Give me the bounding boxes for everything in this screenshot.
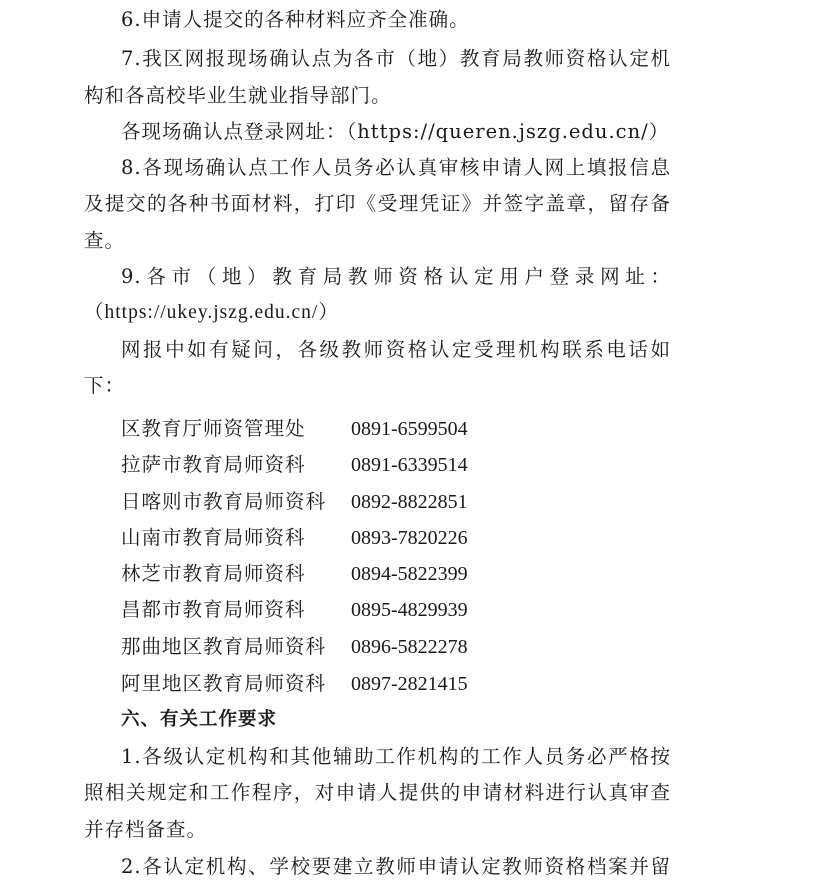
contact-row xyxy=(121,633,468,661)
contact-row xyxy=(121,488,468,516)
section-heading: 六、有关工作要求 xyxy=(121,709,278,730)
contact-org: 山南市教育局师资科 xyxy=(121,526,306,549)
contact-row xyxy=(121,560,468,588)
contact-org: 日喀则市教育局师资科 xyxy=(121,490,327,513)
contact-org: 昌都市教育局师资科 xyxy=(121,598,306,621)
contact-phone: 0893-7820226 xyxy=(351,527,468,549)
paragraph-item-8-cont: 及提交的各种书面材料，打印《受理凭证》并签字盖章，留存备 xyxy=(84,192,671,215)
contact-phone: 0891-6339514 xyxy=(351,454,468,476)
requirement-1: 1.各级认定机构和其他辅助工作机构的工作人员务必严格按 xyxy=(121,745,671,768)
contact-row xyxy=(121,415,468,443)
contact-phone: 0892-8822851 xyxy=(351,491,468,513)
contact-row xyxy=(121,524,468,552)
contact-org: 拉萨市教育局师资科 xyxy=(121,453,306,476)
contact-phone: 0897-2821415 xyxy=(351,673,468,695)
requirement-1-cont: 照相关规定和工作程序，对申请人提供的申请材料进行认真审查 xyxy=(84,781,671,804)
requirement-2: 2.各认定机构、学校要建立教师申请认定教师资格档案并留 xyxy=(121,855,671,878)
contact-intro: 网报中如有疑问，各级教师资格认定受理机构联系电话如 xyxy=(121,338,671,361)
contact-phone: 0891-6599504 xyxy=(351,418,468,440)
contact-phone: 0896-5822278 xyxy=(351,636,468,658)
paragraph-item-7-cont: 构和各高校毕业生就业指导部门。 xyxy=(84,84,392,107)
contact-row xyxy=(121,451,468,479)
paragraph-item-9: 9.各市（地）教育局教师资格认定用户登录网址： xyxy=(121,265,671,288)
paragraph-item-8-end: 查。 xyxy=(84,229,126,252)
confirm-site-url: 各现场确认点登录网址：（https://queren.jszg.edu.cn/） xyxy=(121,120,670,143)
paragraph-item-8: 8.各现场确认点工作人员务必认真审核申请人网上填报信息 xyxy=(121,156,671,179)
contact-row xyxy=(121,670,468,698)
contact-phone: 0895-4829939 xyxy=(351,599,468,621)
contact-intro-end: 下： xyxy=(84,374,126,397)
contact-row xyxy=(121,596,468,624)
ukey-url: （https://ukey.jszg.edu.cn/） xyxy=(84,302,339,323)
paragraph-item-7: 7.我区网报现场确认点为各市（地）教育局教师资格认定机 xyxy=(121,47,671,70)
paragraph-item-6: 6.申请人提交的各种材料应齐全准确。 xyxy=(121,8,470,31)
contact-org: 林芝市教育局师资科 xyxy=(121,562,306,585)
requirement-1-end: 并存档备查。 xyxy=(84,818,208,841)
contact-org: 区教育厅师资管理处 xyxy=(121,417,306,440)
contact-phone: 0894-5822399 xyxy=(351,563,468,585)
contact-org: 阿里地区教育局师资科 xyxy=(121,672,327,695)
contact-org: 那曲地区教育局师资科 xyxy=(121,635,327,658)
